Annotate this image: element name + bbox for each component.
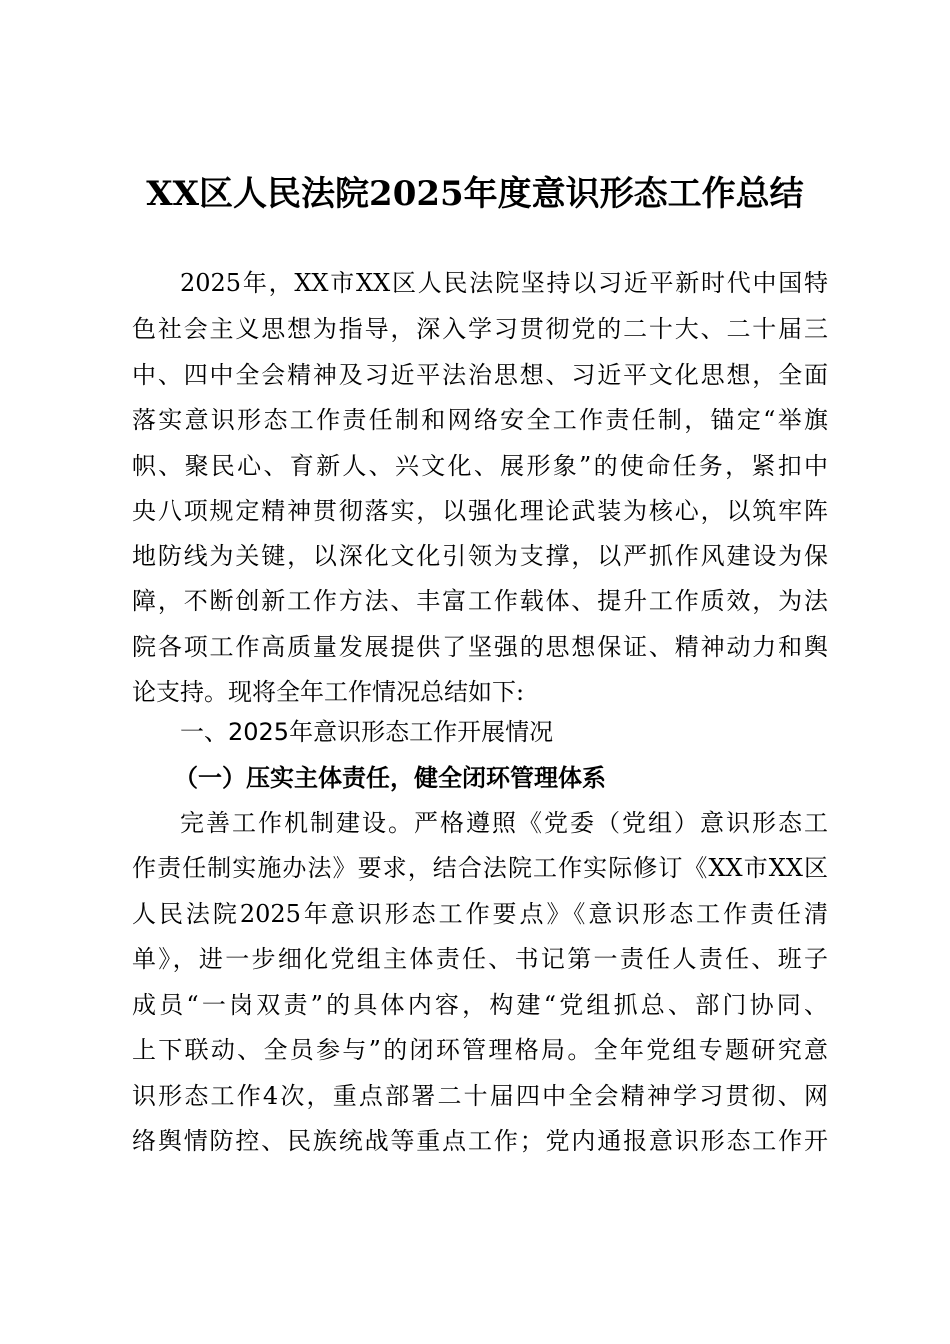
paragraph-line: 上下联动、全员参与”的闭环管理格局。全年党组专题研究意	[132, 1036, 828, 1064]
paragraph-line: 障，不断创新工作方法、丰富工作载体、提升工作质效，为法	[132, 587, 828, 615]
paragraph-line: 完善工作机制建设。严格遵照《党委（党组）意识形态工	[180, 809, 828, 837]
paragraph-line: 论支持。现将全年工作情况总结如下:	[132, 678, 525, 706]
paragraph-line: 2025年，XX市XX区人民法院坚持以习近平新时代中国特	[180, 269, 828, 297]
paragraph-line: 地防线为关键，以深化文化引领为支撑，以严抓作风建设为保	[132, 542, 828, 570]
paragraph-line: 帜、聚民心、育新人、兴文化、展形象”的使命任务，紧扣中	[132, 452, 828, 480]
paragraph-line: 单》，进一步细化党组主体责任、书记第一责任人责任、班子	[132, 945, 828, 973]
paragraph-line: 识形态工作4次，重点部署二十届四中全会精神学习贯彻、网	[132, 1082, 828, 1110]
paragraph-line: 色社会主义思想为指导，深入学习贯彻党的二十大、二十届三	[132, 315, 828, 343]
paragraph-line: 成员“一岗双责”的具体内容，构建“党组抓总、部门协同、	[132, 991, 828, 1019]
paragraph-line: 中、四中全会精神及习近平法治思想、习近平文化思想，全面	[132, 361, 828, 389]
document-title: XX区人民法院2025年度意识形态工作总结	[146, 174, 804, 214]
paragraph-line: 络舆情防控、民族统战等重点工作；党内通报意识形态工作开	[132, 1127, 828, 1155]
paragraph-line: 人民法院2025年意识形态工作要点》《意识形态工作责任清	[132, 900, 828, 928]
subsection-heading: （一）压实主体责任，健全闭环管理体系	[174, 763, 606, 792]
section-heading: 一、2025年意识形态工作开展情况	[180, 718, 554, 746]
paragraph-line: 央八项规定精神贯彻落实，以强化理论武装为核心，以筑牢阵	[132, 497, 828, 525]
paragraph-line: 落实意识形态工作责任制和网络安全工作责任制，锚定“举旗	[132, 406, 828, 434]
paragraph-line: 作责任制实施办法》要求，结合法院工作实际修订《XX市XX区	[132, 854, 828, 882]
paragraph-line: 院各项工作高质量发展提供了坚强的思想保证、精神动力和舆	[132, 633, 828, 661]
